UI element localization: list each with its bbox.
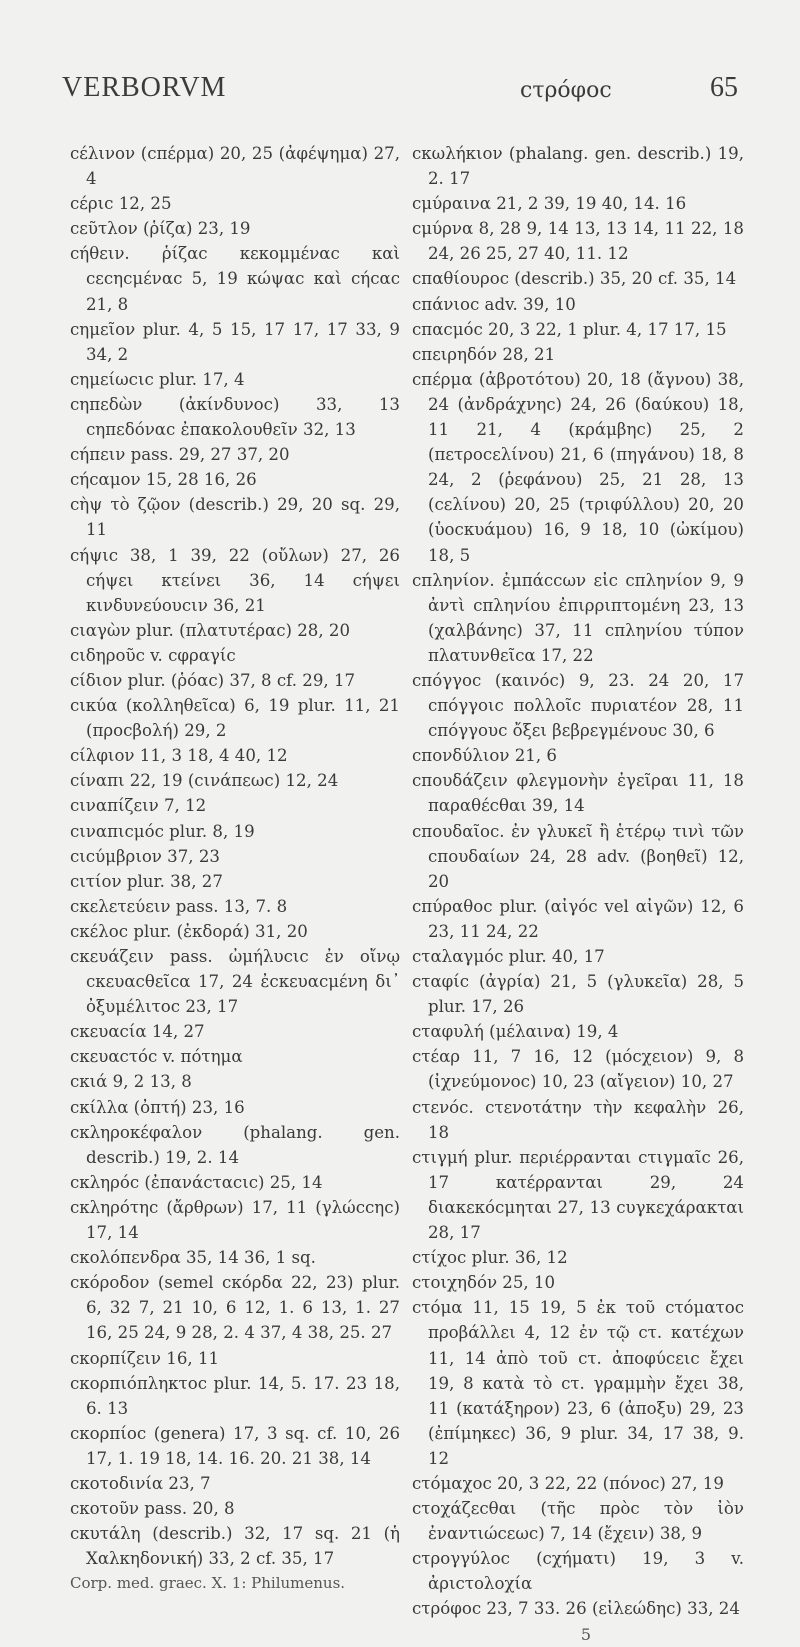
index-entry: cπουδαῖοc. ἐν γλυκεῖ ἢ ἑτέρῳ τινὶ τῶν cπουδαίων 24, 28 adv. (βοηθεῖ) 12, 20 — [412, 821, 744, 891]
index-entry: cκορπίζειν 16, 11 — [70, 1348, 220, 1368]
index-entry: cταλαγμόc plur. 40, 17 — [412, 947, 605, 966]
index-entry: cτοχάζεcθαι (τῆc πρὸc τὸν ἰὸν ἐναντιώcεωc) 7, 14 (ἔχειν) 38, 9 — [412, 1499, 744, 1544]
index-entry: cκέλοc plur. (ἐκδορά) 31, 20 — [70, 921, 308, 941]
index-entry: cπαθίουροc (describ.) 35, 20 cf. 35, 14 — [412, 269, 737, 289]
index-entry: cκολόπενδρα 35, 14 36, 1 sq. — [70, 1248, 316, 1268]
index-entry: cταφυλή (μέλαινα) 19, 4 — [412, 1022, 619, 1042]
index-entry: cκωλήκιον (phalang. gen. describ.) 19, 2. 17 — [412, 144, 744, 189]
index-entry: cκευαcτόc v. πότημα — [70, 1047, 243, 1067]
index-entry: cτρογγύλοc (cχήματι) 19, 3 v. ἀριcτολοχία — [412, 1549, 744, 1594]
index-entry: cτενόc. cτενοτάτην τὴν κεφαλὴν 26, 18 — [412, 1097, 744, 1142]
index-entry: cιcύμβριον 37, 23 — [70, 846, 220, 866]
index-column-right — [412, 141, 744, 1647]
index-entry: cκυτάλη (describ.) 32, 17 sq. 21 (ἡ Χαλκηδονική) 33, 2 cf. 35, 17 — [70, 1524, 400, 1569]
index-entry: cπόγγοc (καινόc) 9, 23. 24 20, 17 cπόγγοιc πολλοῖc πυριατέον 28, 11 cπόγγουc ὄξει βεβρεγμένουc 30, 6 — [412, 670, 744, 741]
index-entry: cήπειν pass. 29, 27 37, 20 — [70, 445, 290, 465]
index-entry: cκληρότηc (ἄρθρων) 17, 11 (γλώccηc) 17, 14 — [70, 1197, 400, 1243]
left-entries — [70, 141, 400, 1571]
index-entry: cκορπίοc (genera) 17, 3 sq. cf. 10, 26 17, 1. 19 18, 14. 16. 20. 21 38, 14 — [70, 1423, 400, 1468]
running-title-center: cτρόφοc — [520, 78, 612, 103]
running-title-left: VERBORVM — [62, 72, 227, 103]
index-entry: cημεῖον plur. 4, 5 15, 17 17, 17 33, 9 34, 2 — [70, 319, 400, 364]
index-entry: cήθειν. ῥίζαc κεκομμέναc καὶ cεcηcμέναc 5, 19 κώψαc καὶ cήcαc 21, 8 — [70, 244, 400, 314]
page-number: 65 — [710, 72, 738, 103]
index-entry: cτοιχηδόν 25, 10 — [412, 1273, 556, 1293]
index-entry: cήψιc 38, 1 39, 22 (οὔλων) 27, 26 cήψει κτείνει 36, 14 cήψει κινδυνεύουcιν 36, 21 — [70, 545, 400, 615]
index-entry: cέλινον (cπέρμα) 20, 25 (ἀφέψημα) 27, 4 — [70, 144, 400, 189]
index-entry: cκίλλα (ὀπτή) 23, 16 — [70, 1097, 245, 1117]
index-entry: cέριc 12, 25 — [70, 194, 172, 214]
index-entry: cικύα (κολληθεῖcα) 6, 19 plur. 11, 21 (προcβολή) 29, 2 — [70, 696, 400, 741]
index-entry: cκόροδον (semel cκόρδα 22, 23) plur. 6, 32 7, 21 10, 6 12, 1. 6 13, 1. 27 16, 25 24, 9 28, 2. 4 37, 4 38, 25. 27 — [70, 1273, 400, 1343]
index-entry: cπέρμα (ἀβροτότου) 20, 18 (ἄγνου) 38, 24 (ἀνδράχνηc) 24, 26 (δαύκου) 18, 11 21, 4 (κράμβηc) 25, 2 (πετροcελίνου) 21, 6 (πηγάνου) 18, 8 24, 2 (ῥεφάνου) 25, 21 28, 13 (cελίνου) 20, 25 (τριφύλλου) 20, 20 (ὑοcκυάμου) 16, 9 18, 10 (ὠκίμου) 18, 5 — [412, 369, 744, 565]
index-entry: cίναπι 22, 19 (cινάπεωc) 12, 24 — [70, 771, 339, 791]
index-entry: cὴψ τὸ ζῷον (describ.) 29, 20 sq. 29, 11 — [70, 495, 400, 540]
index-entry: cτρόφοc 23, 7 33. 26 (εἰλεώδηc) 33, 24 — [412, 1599, 740, 1619]
index-entry: cπειρηδόν 28, 21 — [412, 344, 556, 364]
index-entry: cμύρνα 8, 28 9, 14 13, 13 14, 11 22, 18 24, 26 25, 27 40, 11. 12 — [412, 219, 744, 264]
page-header — [0, 72, 800, 112]
index-entry: cίλφιον 11, 3 18, 4 40, 12 — [70, 746, 288, 766]
index-entry: cιαγὼν plur. (πλατυτέραc) 28, 20 — [70, 620, 351, 640]
index-entry: cτόμαχοc 20, 3 22, 22 (πόνοc) 27, 19 — [412, 1473, 724, 1493]
index-entry: cιναπίζειν 7, 12 — [70, 796, 207, 816]
index-entry: cπύραθοc plur. (αἰγόc vel αἰγῶν) 12, 6 23, 11 24, 22 — [412, 896, 744, 941]
footer-note: Corp. med. graec. X. 1: Philumenus. — [70, 1574, 346, 1593]
index-entry: cεῦτλον (ῥίζα) 23, 19 — [70, 219, 251, 239]
index-entry: cπουδάζειν φλεγμονὴν ἐγεῖραι 11, 18 παραθέcθαι 39, 14 — [412, 771, 744, 816]
index-entry: cκευαcία 14, 27 — [70, 1022, 205, 1042]
index-entry: cτόμα 11, 15 19, 5 ἐκ τοῦ cτόματοc προβάλλει 4, 12 ἐν τῷ cτ. κατέχων 11, 14 ἀπὸ τοῦ cτ. ἀποφύcειc ἔχει 19, 8 κατὰ τὸ cτ. γραμμὴν ἔχει 38, 11 (κατάξηρον) 23, 6 (ἀποξυ) 29, 23 (ἐπίμηκεc) 36, 9 plur. 34, 17 38, 9. 12 — [412, 1298, 744, 1468]
index-entry: cιτίον plur. 38, 27 — [70, 871, 223, 891]
index-entry: cημείωcιc plur. 17, 4 — [70, 369, 245, 389]
index-entry: cτιγμή plur. περιέρρανται cτιγμαῖc 26, 17 κατέρρανται 29, 24 διακεκόcμηται 27, 13 cυγκεχάρακται 28, 17 — [412, 1147, 744, 1243]
index-entry: cπάνιοc adv. 39, 10 — [412, 294, 576, 314]
index-entry: cιδηροῦc v. cφραγίc — [70, 645, 236, 665]
index-entry: cκευάζειν pass. ὠμήλυcιc ἐν οἴνῳ cκευαcθεῖcα 17, 24 ἐcκευαcμένη δι᾿ ὀξυμέλιτοc 23, 17 — [70, 947, 400, 1017]
index-entry: cκορπιόπληκτοc plur. 14, 5. 17. 23 18, 6. 13 — [70, 1373, 400, 1418]
index-entry: cπληνίον. ἐμπάccων εἰc cπληνίον 9, 9 ἀντὶ cπληνίου ἐπιρριπτομένη 23, 13 (χαλβάνηc) 37, 11 cπληνίου τύπον πλατυνθεῖcα 17, 22 — [412, 570, 744, 665]
index-column-left — [70, 141, 400, 1596]
index-entry: cτέαρ 11, 7 16, 12 (μόcχειον) 9, 8 (ἰχνεύμονοc) 10, 23 (αἴγειον) 10, 27 — [412, 1047, 744, 1092]
signature-mark: 5 — [580, 1624, 592, 1644]
index-entry: cμύραινα 21, 2 39, 19 40, 14. 16 — [412, 194, 687, 214]
index-entry: cκιά 9, 2 13, 8 — [70, 1072, 192, 1092]
index-entry: cίδιον plur. (ῥόαc) 37, 8 cf. 29, 17 — [70, 670, 356, 690]
index-entry: cταφίc (ἀγρία) 21, 5 (γλυκεῖα) 28, 5 plur. 17, 26 — [412, 972, 744, 1017]
index-entry: cκελετεύειν pass. 13, 7. 8 — [70, 896, 288, 916]
index-entry: cκοτοδινία 23, 7 — [70, 1473, 211, 1493]
index-entry: cκοτοῦν pass. 20, 8 — [70, 1499, 235, 1519]
index-entry: cιναπιcμόc plur. 8, 19 — [70, 821, 255, 841]
index-entry: cπαcμόc 20, 3 22, 1 plur. 4, 17 17, 15 — [412, 319, 727, 339]
index-entry: cκληρόc (ἐπανάcταcιc) 25, 14 — [70, 1172, 323, 1192]
index-entry: cπονδύλιον 21, 6 — [412, 746, 557, 766]
index-entry: cήcαμον 15, 28 16, 26 — [70, 470, 257, 490]
index-entry: cηπεδὼν (ἀκίνδυνοc) 33, 13 cηπεδόναc ἐπακολουθεῖν 32, 13 — [70, 394, 400, 440]
right-entries — [412, 141, 744, 1622]
index-entry: cτίχοc plur. 36, 12 — [412, 1248, 568, 1268]
index-entry: cκληροκέφαλον (phalang. gen. describ.) 19, 2. 14 — [70, 1122, 400, 1167]
